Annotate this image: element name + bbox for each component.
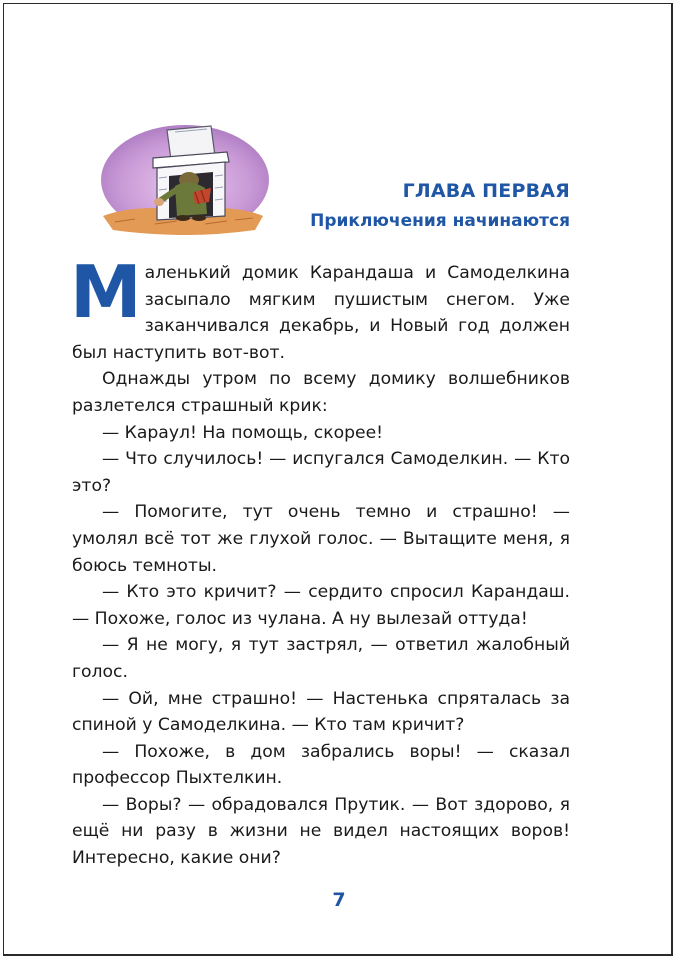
paragraph: — Я не могу, я тут застрял, — ответил жалобный голос. <box>72 635 570 682</box>
paragraph: — Что случилось! — испугался Самоделкин. — Кто это? <box>72 449 570 496</box>
paragraph-text: аленький домик Карандаша и Самоделкина засыпало мягким пушистым снегом. Уже заканчивался декабрь, и Новый год должен был наступить вот-вот. <box>72 263 570 363</box>
paragraph: — Кто это кричит? — сердито спросил Карандаш. — Похоже, голос из чулана. А ну вылезай оттуда! <box>72 582 570 629</box>
paragraph: — Помогите, тут очень темно и страшно! — умолял всё тот же глухой голос. — Вытащите меня, я боюсь темноты. <box>72 502 570 576</box>
paragraph: — Ой, мне страшно! — Настенька спряталась за спиной у Самоделкина. — Кто там кричит? <box>72 688 570 736</box>
chapter-subtitle: Приключения начинаются <box>310 211 570 231</box>
paragraph: — Караул! На помощь, скорее! <box>102 422 384 443</box>
paragraph: — Похоже, в дом забрались воры! — сказал профессор Пыхтелкин. <box>72 741 570 789</box>
chapter-text <box>70 250 570 872</box>
fireplace-illustration <box>95 118 270 248</box>
paragraph: Однажды утром по всему домику волшебников разлетелся страшный крик: <box>72 369 570 416</box>
paragraph: — Воры? — обрадовался Прутик. — Вот здорово, я ещё ни разу в жизни не видел настоящих воров! Интересно, какие они? <box>72 794 570 869</box>
chapter-title: ГЛАВА ПЕРВАЯ <box>402 180 570 202</box>
page-number: 7 <box>332 889 346 911</box>
paragraph <box>70 250 570 366</box>
drop-cap: М <box>70 250 139 334</box>
